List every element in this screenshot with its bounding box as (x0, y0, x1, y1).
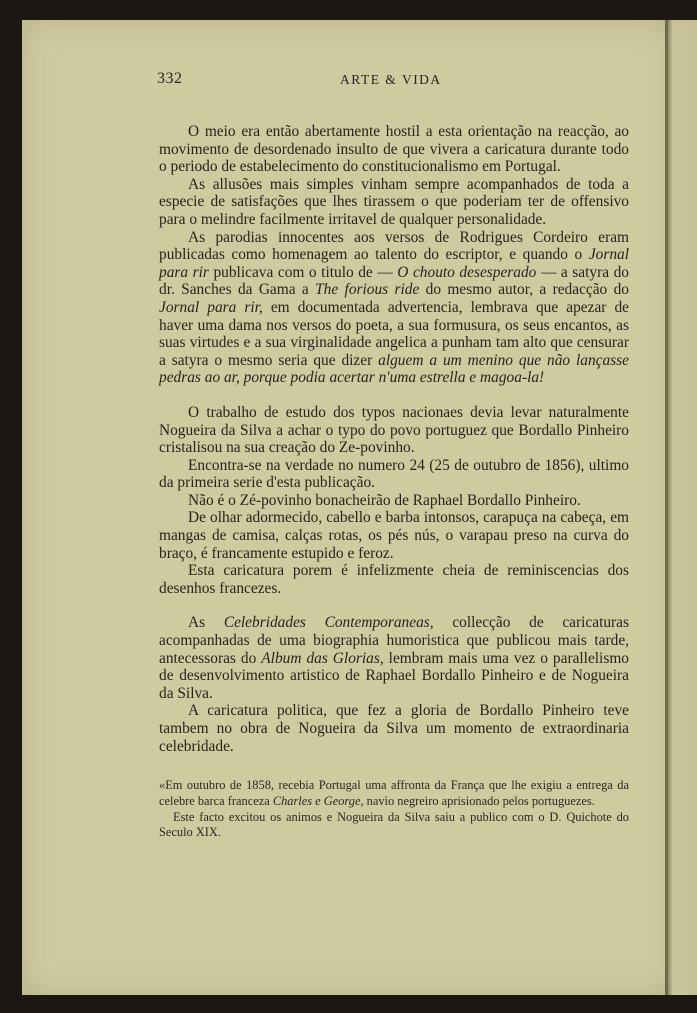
footnote: Este facto excitou os animos e Nogueira da Silva saiu a publico com o D. Quichote do Seculo XIX. (159, 809, 629, 840)
text-run: — a satyra do dr. Sanches da Gama a (159, 263, 629, 299)
paragraph (159, 614, 629, 702)
text-run: do mesmo autor, a redacção do (419, 281, 629, 299)
next-page-edge (668, 20, 697, 995)
paragraph: O trabalho de estudo dos typos nacionaes devia levar naturalmente Nogueira da Silva a achar o typo do povo portuguez que Bordallo Pinheiro cristalisou na sua creação do Ze-povinho. (159, 403, 629, 457)
text-run: As (188, 614, 224, 632)
text-run: em documentada advertencia, lembrava que apezar de haver uma dama nos versos do poeta, a sua formusura, os seus encantos, as suas virtudes e a sua virginalidade angelica a punham tam alto que censurar a satyra o mesmo seria que dizer (159, 298, 629, 369)
text-run: As parodias innocentes aos versos de Rodrigues Cordeiro eram publicadas como homenagem ao talento do escriptor, e quando o (159, 228, 629, 264)
paragraph: Encontra-se na verdade no numero 24 (25 de outubro de 1856), ultimo da primeira serie d'esta publicação. (159, 456, 629, 492)
paragraph: As allusões mais simples vinham sempre acompanhados de toda a especie de satisfações que lhes tirassem o que poderiam ter de offensivo para o melindre facilmente irritavel de qualquer personalidade. (159, 175, 629, 228)
paragraph: De olhar adormecido, cabello e barba intonsos, carapuça na cabeça, em mangas de camisa, calças rotas, os pés nús, o varapau preso na curva do braço, é francamente estupido e feroz. (159, 509, 629, 562)
paragraph (159, 229, 629, 387)
paragraph: Não é o Zé-povinho bonacheirão de Raphael Bordallo Pinheiro. (188, 491, 581, 509)
italic-title: The forious ride (315, 281, 420, 299)
footnote (159, 778, 629, 810)
italic-title: Charles e George, (272, 793, 364, 808)
paragraph: Esta caricatura porem é infelizmente cheia de reminiscencias dos desenhos francezes. (159, 562, 629, 597)
page-header (157, 70, 657, 92)
paragraph: A caricatura politica, que fez a gloria de Bordallo Pinheiro teve tambem no obra de Nogueira da Silva um momento de extraordinaria celebridade. (159, 702, 629, 755)
text-run: navio negreiro aprisionado pelos portuguezes. (363, 793, 595, 808)
text-run: lembram mais uma vez o parallelismo de desenvolvimento artistico de Raphael Bordallo Pinheiro e de Nogueira da Silva. (159, 649, 629, 702)
footnotes (159, 778, 629, 841)
italic-title: O chouto desesperado (397, 263, 537, 281)
text-run: collecção de caricaturas acompanhadas de uma biographia humoristica que publicou mais tarde, antecessoras do (159, 614, 629, 667)
body-text (159, 123, 629, 755)
italic-title: Celebridades Contemporaneas, (223, 614, 434, 632)
page-number: 332 (157, 70, 183, 87)
italic-quote: alguem a um menino que não lançasse pedras ao ar, porque podia acertar n'uma estrella e magoa-la! (159, 351, 629, 387)
italic-title: Album das Glorias, (261, 649, 384, 667)
text-run: «Em outubro de 1858, recebia Portugal uma affronta da França que lhe exigiu a entrega da celebre barca franceza (159, 778, 629, 808)
italic-title: Jornal para rir (159, 246, 629, 281)
running-title: ARTE & VIDA (340, 72, 442, 87)
paragraph: O meio era então abertamente hostil a esta orientação na reacção, ao movimento de desordenado insulto de que vivera a caricatura durante todo o periodo de estabelecimento do constitucionalismo em Portugal. (159, 123, 629, 176)
text-run: publicava com o titulo de — (208, 263, 398, 281)
italic-title: Jornal para rir, (159, 298, 263, 316)
